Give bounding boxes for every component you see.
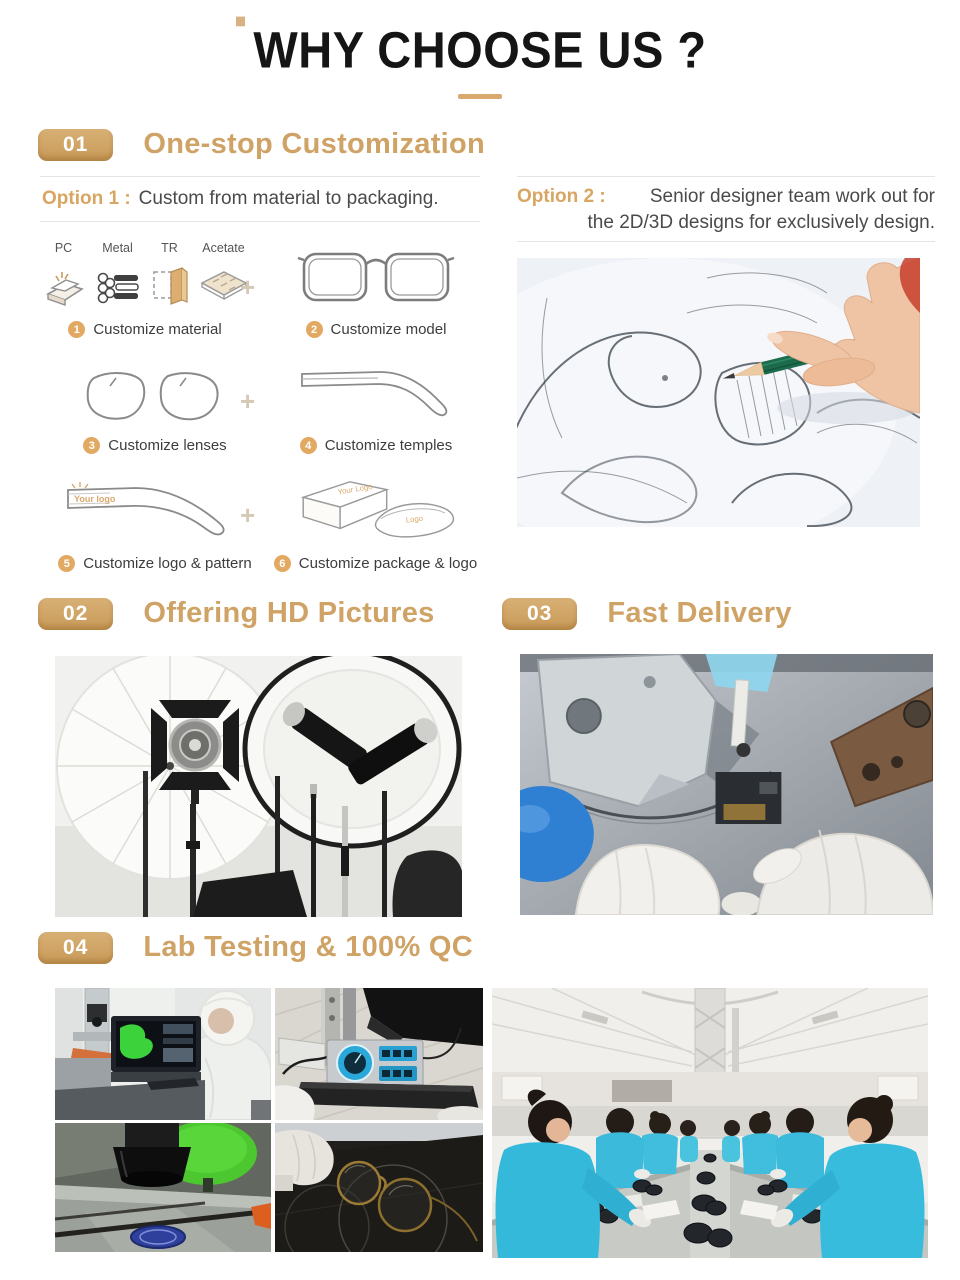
step-4-caption: 4 Customize temples [300, 437, 453, 454]
title-underline [458, 94, 502, 99]
lenses-icon [80, 368, 230, 424]
metal-material-icon [95, 260, 141, 308]
hardness-gauge-photo [275, 988, 483, 1120]
case-logo-text: Logo [404, 513, 423, 525]
step-5-cell [42, 476, 268, 572]
option-2-text-line2: the 2D/3D designs for exclusively design. [587, 212, 935, 233]
section-4-header [38, 931, 473, 964]
section-4-title: Lab Testing & 100% QC [143, 931, 474, 963]
divider [40, 221, 480, 222]
assembly-machine-photo [520, 654, 933, 915]
step-number-badge: 3 [83, 437, 100, 454]
step-number-badge: 6 [274, 555, 291, 572]
material-tr: TR [150, 241, 190, 308]
section-4-number-badge: 04 [38, 932, 113, 964]
temple-logo-text: Your logo [74, 494, 116, 504]
material-icons-row [42, 241, 249, 308]
title-accent-square [236, 17, 245, 27]
section-2-number-badge: 02 [38, 598, 113, 630]
step-number-badge: 1 [68, 321, 85, 338]
option-2-label: Option 2 : [517, 186, 606, 207]
assembly-line-workers-photo [492, 988, 928, 1258]
option-1-row [42, 186, 480, 212]
section-2-title: Offering HD Pictures [143, 597, 435, 629]
step-1-caption: 1 Customize material [68, 321, 221, 338]
option-1-label: Option 1 : [42, 188, 131, 209]
step-number-badge: 2 [306, 321, 323, 338]
step-5-caption: 5 Customize logo & pattern [58, 555, 251, 572]
divider [40, 176, 480, 177]
step-2-cell [272, 238, 480, 338]
material-acetate: Acetate [199, 241, 249, 308]
temple-icon [296, 366, 456, 424]
section-2-header [38, 597, 435, 630]
lab-measuring-photo [55, 988, 271, 1120]
section-3-number-badge: 03 [502, 598, 577, 630]
step-3-caption: 3 Customize lenses [83, 437, 226, 454]
material-metal: Metal [95, 241, 141, 308]
section-1-number-badge: 01 [38, 129, 113, 161]
option-2-text-line1: Senior designer team work out for [649, 186, 935, 207]
plus-icon: + [240, 386, 256, 416]
step-6-cell [268, 476, 483, 572]
logo-temple-icon [60, 480, 250, 542]
section-3-title: Fast Delivery [607, 597, 792, 629]
step-number-badge: 5 [58, 555, 75, 572]
step-1-cell [40, 238, 250, 338]
plus-icon: + [240, 500, 256, 530]
section-1-header [38, 128, 485, 161]
plus-icon: + [240, 272, 256, 302]
page-title: WHY CHOOSE US ? [0, 20, 960, 79]
section-1-title: One-stop Customization [143, 128, 486, 160]
option-1-text: Custom from material to packaging. [138, 188, 439, 209]
design-sketch-photo [517, 258, 920, 527]
glasses-icon [296, 246, 456, 308]
wire-glasses-qc-photo [275, 1123, 483, 1252]
step-number-badge: 4 [300, 437, 317, 454]
divider [517, 176, 935, 177]
step-6-caption: 6 Customize package & logo [274, 555, 477, 572]
material-pc: PC [42, 241, 86, 308]
section-3-header [502, 597, 792, 630]
tr-material-icon [150, 260, 190, 308]
studio-lighting-photo [55, 656, 462, 917]
box-logo-text: Your Logo [336, 482, 373, 497]
package-icon [291, 476, 461, 542]
pc-material-icon [42, 260, 86, 308]
microscope-inspection-photo [55, 1123, 271, 1252]
step-3-cell [55, 362, 255, 454]
step-4-cell [272, 362, 480, 454]
divider [517, 241, 935, 242]
option-2-row [517, 184, 935, 236]
step-2-caption: 2 Customize model [306, 321, 447, 338]
